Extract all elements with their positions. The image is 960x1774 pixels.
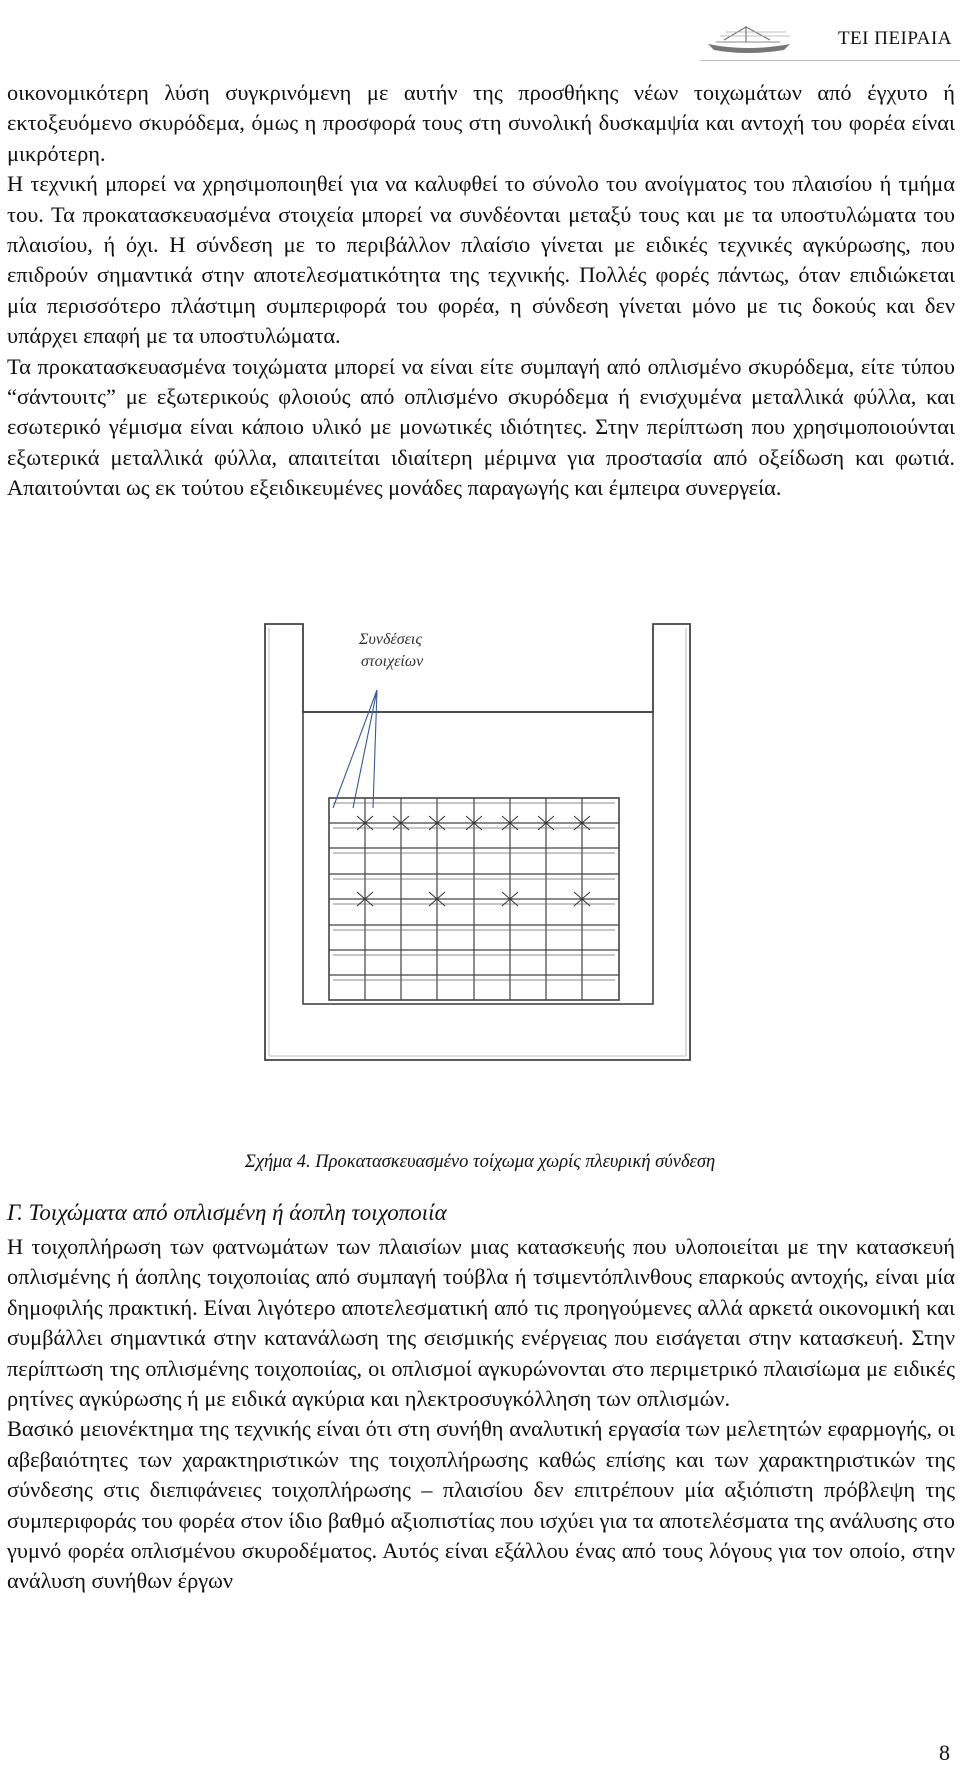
institution-logo-icon — [700, 22, 796, 56]
frame-opening — [303, 712, 653, 1004]
label-leader-lines — [333, 690, 377, 808]
figure-label-line1: Συνδέσεις — [359, 631, 422, 648]
paragraph: οικονομικότερη λύση συγκρινόμενη με αυτήν της προσθήκης νέων τοιχωμάτων από έγχυτο ή εκτοξευόμενο σκυρόδεμα, όμως η προσφορά τους στη συνολική δυσκαμψία και αντοχή του φορέα είναι μικρότερη. — [7, 80, 955, 166]
page-number: 8 — [939, 1740, 950, 1765]
section-heading: Γ. Τοιχώματα από οπλισμένη ή άοπλη τοιχοποιία — [7, 1200, 447, 1225]
page-header — [700, 18, 960, 58]
intro-text-block — [7, 78, 955, 504]
paragraph: Η τεχνική μπορεί να χρησιμοποιηθεί για να καλυφθεί το σύνολο του ανοίγματος του πλαισίου ή τμήμα του. Τα προκατασκευασμένα στοιχεία μπορεί να συνδέονται μεταξύ τους και με τα υποστυλώματα του πλαισίου, ή όχι. Η σύνδεση με το περιβάλλον πλαίσιο γίνεται με ειδικές τεχνικές αγκύρωσης, που επιδρούν σημαντικά στην αποτελεσματικότητα της τεχνικής. Πολλές φορές πάντως, όταν επιδιώκεται μία περισσότερο πλάστιμη συμπεριφορά του φορέα, η σύνδεση γίνεται μόνο με τις δοκούς και δεν υπάρχει επαφή με τα υποστυλώματα. — [7, 171, 955, 349]
paragraph: Τα προκατασκευασμένα τοιχώματα μπορεί να είναι είτε συμπαγή από οπλισμένο σκυρόδεμα, είτε τύπου “σάντουιτς” με εξωτερικούς φλοιούς από οπλισμένο σκυρόδεμα ή ενισχυμένα μεταλλικά φύλλα, και εσωτερικό γέμισμα είναι κάποιο υλικό με μονωτικές ιδιότητες. Στην περίπτωση που χρησιμοποιούνται εξωτερικά μεταλλικά φύλλα, απαιτείται ιδιαίτερη μέριμνα για προστασία από οξείδωση και φωτιά. Απαιτούνται ως εκ τούτου εξειδικευμένες μονάδες παραγωγής και έμπειρα συνεργεία. — [7, 353, 955, 501]
section-text-block — [7, 1232, 955, 1597]
figure-label-line2: στοιχείων — [361, 653, 424, 670]
figure-precast-wall — [255, 622, 700, 1132]
paragraph: Η τοιχοπλήρωση των φατνωμάτων των πλαισίων μιας κατασκευής που υλοποιείται με την κατασκευή οπλισμένης ή άοπλης τοιχοποιίας από συμπαγή τούβλα ή τσιμεντόπλινθους επαρκούς αντοχής, είναι μία δημοφιλής πρακτική. Είναι λιγότερο αποτελεσματική από τις προηγούμενες αλλά αρκετά οικονομική και συμβάλλει σημαντικά στην κατανάλωση της σεισμικής ενέργειας που εισάγεται στην κατασκευή. Στην περίπτωση της οπλισμένης τοιχοποιίας, οι οπλισμοί αγκυρώνονται στο περιμετρικό πλαισίωμα με ειδικές ρητίνες αγκύρωσης ή με ειδικά αγκύρια και ηλεκτροσυγκόλληση των οπλισμών. — [7, 1234, 955, 1412]
figure-caption: Σχήμα 4. Προκατασκευασμένο τοίχωμα χωρίς πλευρική σύνδεση — [244, 1152, 716, 1172]
paragraph: Βασικό μειονέκτημα της τεχνικής είναι ότι στη συνήθη αναλυτική εργασία των μελετητών εφαρμογής, οι αβεβαιότητες των χαρακτηριστικών της τοιχοπλήρωσης καθώς επίσης και των χαρακτηριστικών της σύνδεσης στις διεπιφάνειες τοιχοπλήρωσης – πλαισίου δεν επιτρέπουν μία αξιόπιστη πρόβλεψη της συμπεριφοράς του φορέα στον ίδιο βαθμό αξιοπιστίας που ισχύει για τα αποτελέσματα της ανάλυσης στο γυμνό φορέα οπλισμένου σκυροδέματος. Αυτός είναι εξάλλου ένας από τους λόγους για τον οποίο, στην ανάλυση συνήθων έργων — [7, 1416, 955, 1594]
header-rule — [700, 60, 960, 61]
header-institution: ΤΕΙ ΠΕΙΡΑΙΑ — [837, 28, 952, 49]
